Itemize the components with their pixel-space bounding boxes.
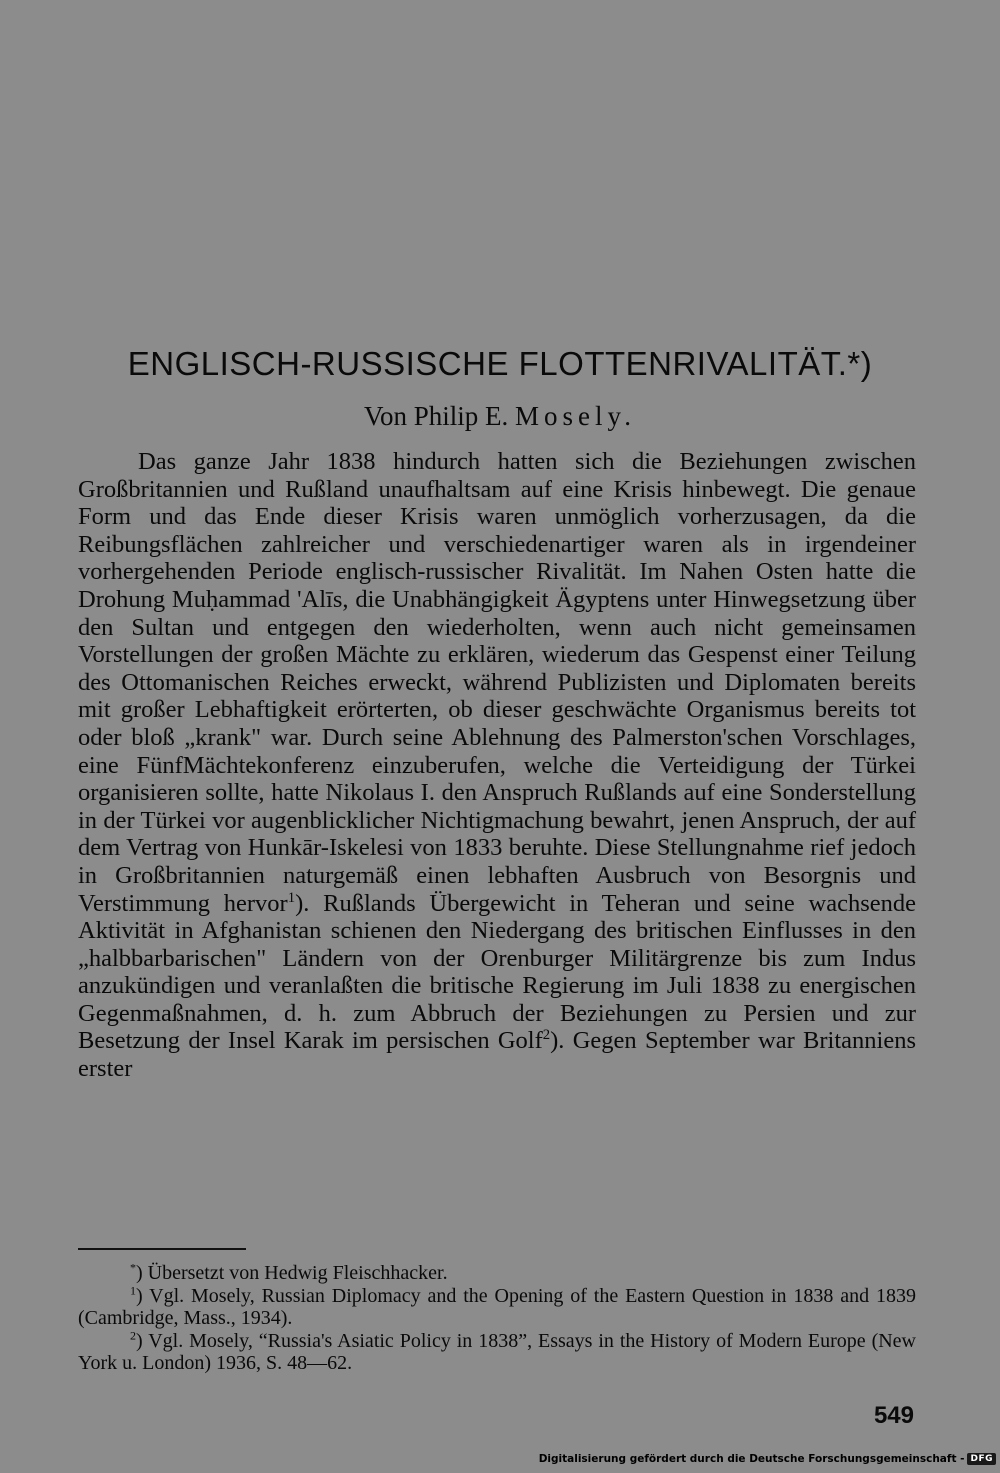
digitization-credit-text: Digitalisierung gefördert durch die Deutsche Forschungsgemeinschaft -	[538, 1453, 965, 1465]
footnote-text: ) Übersetzt von Hedwig Fleischhacker.	[136, 1262, 448, 1284]
dfg-logo: DFG	[967, 1453, 996, 1465]
author-surname: Mosely.	[515, 401, 637, 431]
body-text-part-1: Das ganze Jahr 1838 hindurch hatten sich die Beziehungen zwischen Großbritannien und Rußland unaufhaltsam auf eine Krisis hinbewegt. Die genaue Form und das Ende dieser Krisis waren unmöglich vorherzusagen, da die Reibungsflächen zahlreicher und verschiedenartiger waren als in irgendeiner vorhergehenden Periode englisch-russischer Rivalität. Im Nahen Osten hatte die Drohung Muḥammad 'Alīs, die Unabhängigkeit Ägyptens unter Hinwegsetzung über den Sultan und entgegen den wiederholten, wenn auch nicht gemeinsamen Vorstellungen der großen Mächte zu erklären, wiederum das Gespenst einer Teilung des Ottomanischen Reiches erweckt, während Publizisten und Diplomaten bereits mit großer Lebhaftigkeit erörterten, ob dieser geschwächte Organismus bereits tot oder bloß „krank" war. Durch seine Ablehnung des Palmerston'schen Vorschlages, eine FünfMächtekonferenz einzuberufen, welche die Verteidigung der Türkei organisieren sollte, hatte Nikolaus I. den Anspruch Rußlands auf eine Sonderstellung in der Türkei vor augenblicklicher Nichtigmachung bewahrt, jenen Anspruch, der auf dem Vertrag von Hunkār-Iskelesi von 1833 beruhte. Diese Stellungnahme rief jedoch in Großbritannien naturgemäß einen lebhaften Ausbruch von Besorgnis und Verstimmung hervor	[78, 448, 916, 917]
footnote-reference-2: 2	[542, 1027, 551, 1044]
article-body	[78, 448, 916, 1083]
article-title: ENGLISCH-RUSSISCHE FLOTTENRIVALITÄT.*)	[127, 345, 873, 382]
digitization-credit	[539, 1453, 996, 1465]
author-prefix: Von Philip E.	[363, 401, 509, 431]
body-text-part-3: ). Gegen September war Britanniens erster	[78, 1027, 916, 1083]
page-number: 549	[873, 1402, 914, 1429]
footnote-separator	[78, 1248, 246, 1250]
footnote-text: ) Vgl. Mosely, “Russia's Asiatic Policy in 1838”, Essays in the History of Modern Europe (New York u. London) 1936, S. 48—62.	[78, 1329, 916, 1374]
footnote-reference-1: 1	[287, 889, 296, 906]
footnote-text: ) Vgl. Mosely, Russian Diplomacy and the Opening of the Eastern Question in 1838 and 1839 (Cambridge, Mass., 1934).	[78, 1284, 916, 1329]
footnote-marker: 2	[130, 1327, 136, 1342]
footnote-marker: 1	[130, 1282, 136, 1297]
footnotes	[78, 1262, 916, 1375]
footnote-marker: *	[130, 1260, 136, 1275]
footnote-item	[78, 1262, 916, 1285]
body-text-part-2: ). Rußlands Übergewicht in Teheran und seine wachsende Aktivität in Afghanistan schienen den Niedergang des britischen Einflusses in den „halbbarbarischen" Ländern von der Orenburger Militärgrenze bis zum Indus anzukündigen und veranlaßten die britische Regierung im Juli 1838 zu energischen Gegenmaßnahmen, d. h. zum Abbruch der Beziehungen zu Persien und zur Besetzung der Insel Karak im persischen Golf	[78, 889, 916, 1055]
author-byline	[0, 396, 1000, 436]
footnote-item	[78, 1282, 916, 1330]
footnote-item	[78, 1327, 916, 1375]
